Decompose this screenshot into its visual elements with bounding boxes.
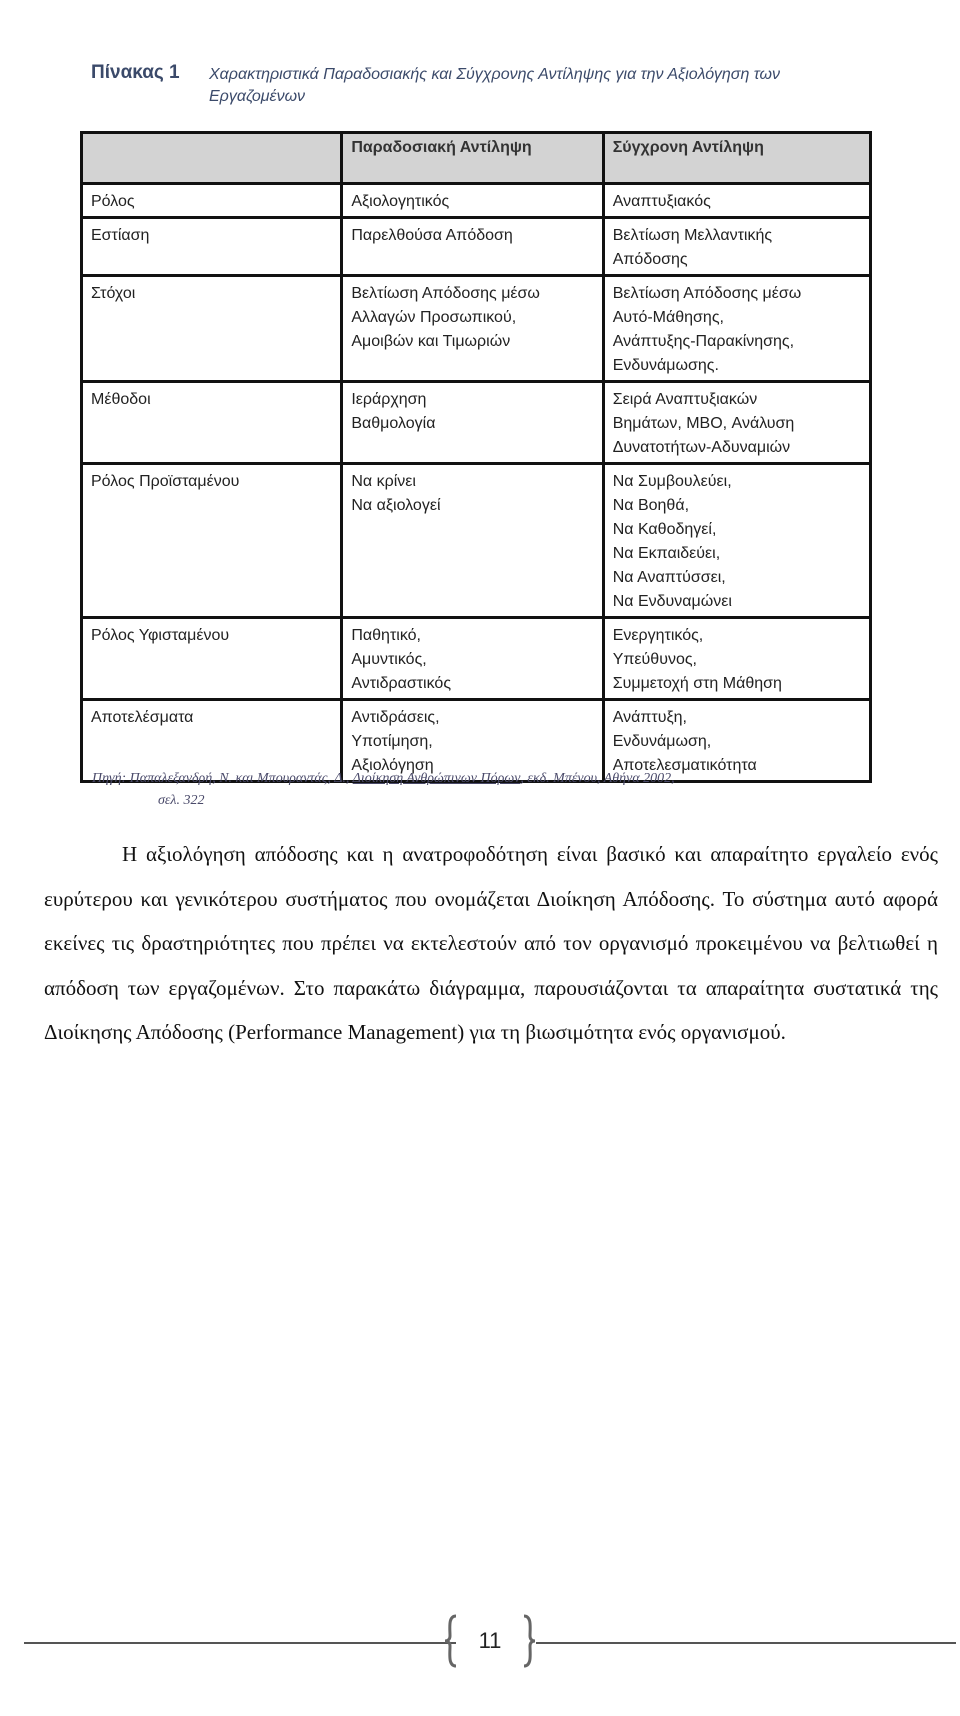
traditional-cell-line: Βελτίωση Απόδοσης μέσω [351,285,540,302]
table-row [82,218,871,276]
modern-cell [603,464,870,618]
traditional-cell-line: Αντιδραστικός [351,675,452,692]
row-label-cell: Ρόλος Υφισταμένου [82,618,342,700]
modern-cell-line: Υπεύθυνος, [612,651,697,668]
table-body [82,184,871,782]
footer-rule-right [536,1642,956,1644]
traditional-cell-line: Παθητικό, [351,627,421,644]
modern-cell-line: Να Εκπαιδεύει, [612,545,721,562]
traditional-cell-line: Αμοιβών και Τιμωριών [351,333,511,350]
traditional-cell [342,276,603,382]
traditional-cell-line: Αλλαγών Προσωπικού, [351,309,517,326]
modern-cell [603,276,870,382]
table-caption [91,62,881,108]
modern-cell-line: Αναπτυξιακός [612,193,711,210]
traditional-cell [342,218,603,276]
comparison-table [80,131,872,783]
modern-cell-line: Ενδυνάμωση, [612,733,712,750]
modern-cell-line: Να Ενδυναμώνει [612,593,732,610]
traditional-cell-line: Αξιολόγηση [351,757,434,774]
modern-cell-line: Σειρά Αναπτυξιακών [612,391,758,408]
header-cell-traditional: Παραδοσιακή Αντίληψη [342,133,603,184]
header-cell-modern: Σύγχρονη Αντίληψη [603,133,870,184]
table-header-row [82,133,871,184]
traditional-cell-line: Αμυντικός, [351,651,427,668]
modern-cell-line: Ανάπτυξη, [612,709,687,726]
traditional-cell-line: Να κρίνει [351,473,416,490]
modern-cell-line: Απόδοσης [612,251,688,268]
modern-cell [603,618,870,700]
modern-cell-line: Συμμετοχή στη Μάθηση [612,675,782,692]
body-paragraph: Η αξιολόγηση απόδοσης και η ανατροφοδότηση είναι βασικό και απαραίτητο εργαλείο ενός ευρύτερου και γενικότερου συστήματος που ονομάζεται Διοίκηση Απόδοσης. Το σύστημα αυτό αφορά εκείνες τις δραστηριότητες που πρέπει να εκτελεστούν από τον οργανισμό προκειμένου να βελτιωθεί η απόδοση των εργαζομένων. Στο παρακάτω διάγραμμα, παρουσιάζονται τα απαραίτητα συστατικά της Διοίκησης Απόδοσης (Performance Management) για τη βιωσιμότητα ενός οργανισμού. [44,842,938,1044]
traditional-cell-line: Βαθμολογία [351,415,436,432]
table-row [82,382,871,464]
source-suffix: , εκδ. Μπένου, Αθήνα 2002, [520,771,675,786]
traditional-cell-line: Υποτίμηση, [351,733,433,750]
table-caption-title: Χαρακτηριστικά Παραδοσιακής και Σύγχρονης Αντίληψης για την Αξιολόγηση των Εργαζομένων [209,66,780,105]
traditional-cell [342,464,603,618]
table-caption-label: Πίνακας 1 [91,62,180,83]
modern-cell-line: Βελτίωση Μελλαντικής [612,227,773,244]
modern-cell-line: Δυνατοτήτων-Αδυναμιών [612,439,791,456]
modern-cell-line: Να Βοηθά, [612,497,690,514]
source-pages: σελ. 322 [158,793,205,808]
modern-cell-line: Βελτίωση Απόδοσης μέσω [612,285,802,302]
modern-cell-line: Να Αναπτύσσει, [612,569,726,586]
row-label-cell: Ρόλος Προϊσταμένου [82,464,342,618]
footer-rule-left [24,1642,456,1644]
row-label-cell: Αποτελέσματα [82,700,342,782]
modern-cell-line: Να Καθοδηγεί, [612,521,717,538]
traditional-cell-line: Ιεράρχηση [351,391,427,408]
modern-cell-line: Αποτελεσματικότητα [612,757,757,774]
modern-cell-line: Αυτό-Μάθησης, [612,309,724,326]
source-prefix: Πηγή: Παπαλεξανδρή, Ν. και Μπουραντάς, Δ., [92,771,353,786]
traditional-cell-line: Να αξιολογεί [351,497,441,514]
table-row [82,618,871,700]
traditional-cell [342,184,603,218]
row-label-cell: Εστίαση [82,218,342,276]
table-row [82,464,871,618]
traditional-cell-line: Αξιολογητικός [351,193,450,210]
row-label-cell: Ρόλος [82,184,342,218]
header-cell-empty [82,133,342,184]
modern-cell-line: Βημάτων, MBO, Ανάλυση [612,415,795,432]
page-number: 11 [478,1628,502,1653]
right-brace-icon [522,1614,536,1668]
source-book-title: Διοίκηση Ανθρώπινων Πόρων [352,771,521,786]
modern-cell-line: Να Συμβουλεύει, [612,473,732,490]
row-label-cell: Μέθοδοι [82,382,342,464]
row-label-cell: Στόχοι [82,276,342,382]
modern-cell [603,218,870,276]
modern-cell [603,184,870,218]
table-row [82,276,871,382]
table-source [92,768,872,812]
modern-cell-line: Ενεργητικός, [612,627,704,644]
traditional-cell-line: Αντιδράσεις, [351,709,440,726]
modern-cell [603,382,870,464]
traditional-cell-line: Παρελθούσα Απόδοση [351,227,513,244]
page-number-badge [444,1614,536,1670]
table-row [82,184,871,218]
modern-cell-line: Ανάπτυξης-Παρακίνησης, [612,333,795,350]
modern-cell-line: Ενδυνάμωσης. [612,357,719,374]
traditional-cell [342,618,603,700]
traditional-cell [342,382,603,464]
